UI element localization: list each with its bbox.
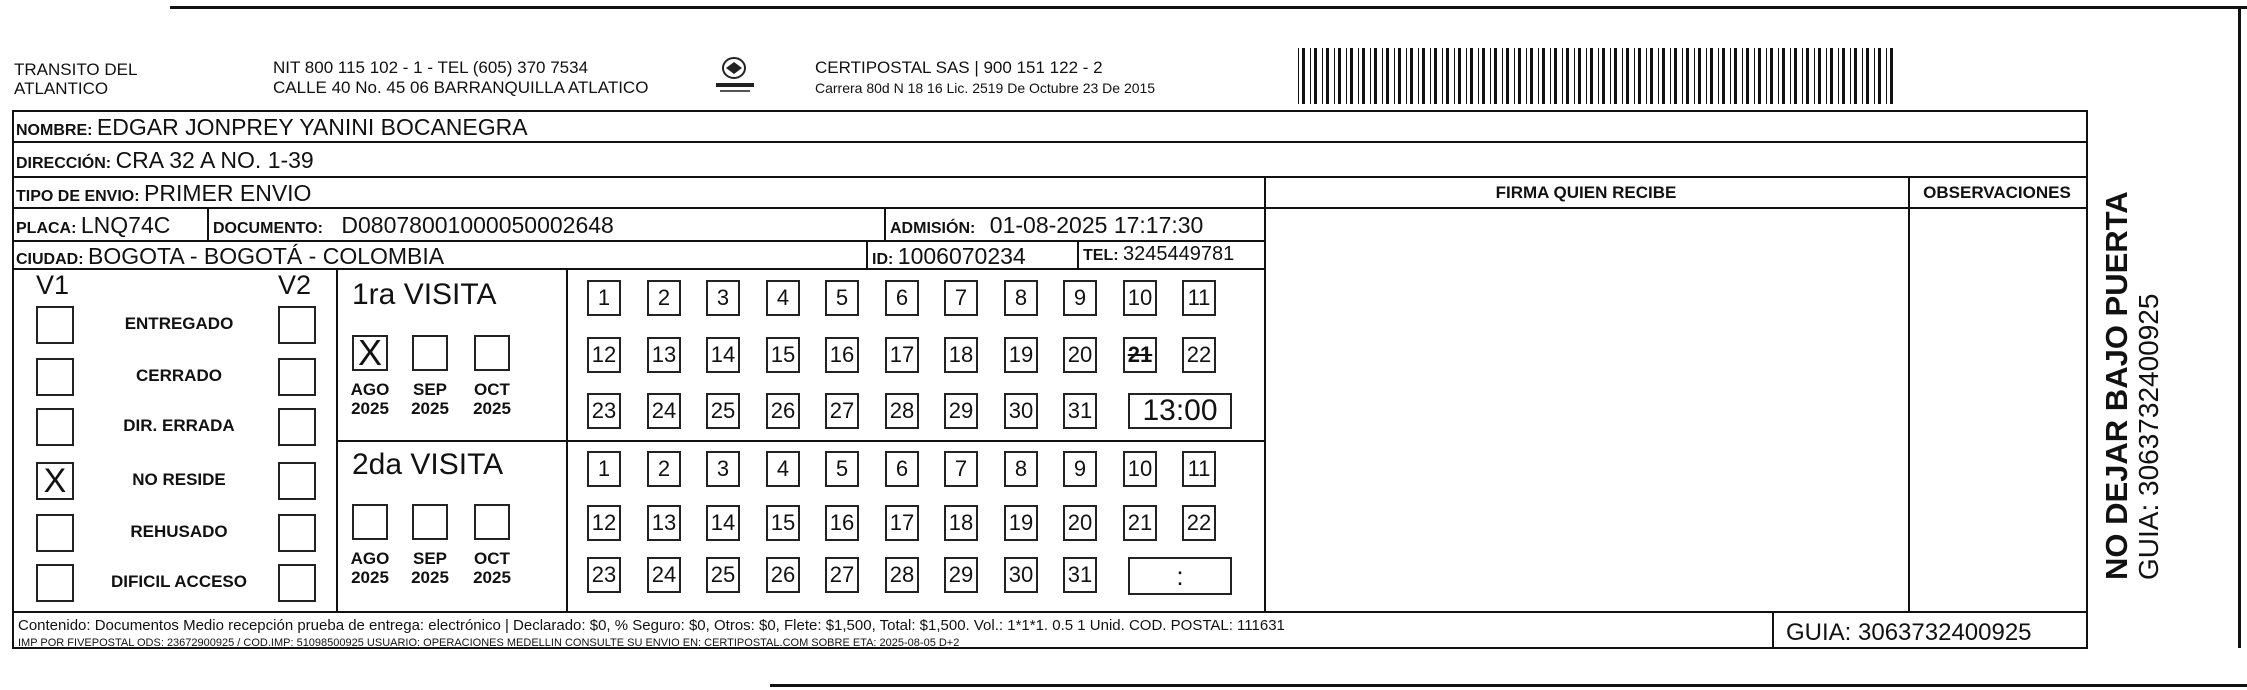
- barcode-bar: [1794, 48, 1797, 104]
- barcode-bar: [1382, 48, 1383, 104]
- visit1-day[interactable]: 31: [1063, 393, 1097, 429]
- visit1-day[interactable]: 23: [587, 393, 621, 429]
- visit1-month-checkbox[interactable]: X: [352, 335, 388, 371]
- visit1-day[interactable]: 4: [766, 280, 800, 316]
- barcode-bar: [1850, 48, 1851, 104]
- barcode-bar: [1694, 48, 1695, 104]
- visit2-month-label: [403, 549, 457, 587]
- barcode-bar: [1418, 48, 1419, 104]
- visit2-month-year: 2025: [351, 568, 389, 587]
- barcode-bar: [1746, 48, 1749, 104]
- barcode-bar: [1658, 48, 1659, 104]
- barcode-bar: [1562, 48, 1563, 104]
- col-line-id: [866, 240, 868, 268]
- visit2-month-checkbox[interactable]: [352, 504, 388, 540]
- ciudad-value: BOGOTA - BOGOTÁ - COLOMBIA: [88, 243, 445, 269]
- visit2-day[interactable]: 21: [1123, 505, 1157, 541]
- visit2-day[interactable]: 3: [706, 451, 740, 487]
- nombre-row: [16, 114, 528, 141]
- side-guia: GUIA: 3063732400925: [2133, 293, 2164, 580]
- barcode-bar: [1778, 48, 1779, 104]
- visit2-day[interactable]: 23: [587, 557, 621, 593]
- visit2-day[interactable]: 5: [825, 451, 859, 487]
- certipostal-logo: [712, 54, 780, 100]
- visit1-month-label: [465, 380, 519, 418]
- visit1-day[interactable]: 18: [944, 337, 978, 373]
- visit1-time-box[interactable]: [1128, 393, 1232, 429]
- visit2-day[interactable]: 22: [1182, 505, 1216, 541]
- visit2-month-name: OCT: [474, 549, 510, 568]
- v2-checkbox[interactable]: [278, 462, 316, 500]
- barcode-bar: [1586, 48, 1587, 104]
- barcode-bar: [1434, 48, 1437, 104]
- barcode-bar: [1866, 48, 1869, 104]
- barcode-bar: [1542, 48, 1545, 104]
- visit1-month-name: OCT: [474, 380, 510, 399]
- top-border: [170, 6, 2247, 9]
- barcode-bar: [1490, 48, 1491, 104]
- visit1-day[interactable]: 7: [944, 280, 978, 316]
- id-value: 1006070234: [897, 243, 1026, 269]
- barcode-bar: [1314, 48, 1317, 104]
- barcode-bar: [1706, 48, 1707, 104]
- side-warning-text: [2100, 191, 2164, 580]
- footer-guia-divider: [1772, 611, 1774, 647]
- tipo-envio-label: TIPO DE ENVIO:: [16, 188, 140, 205]
- visit2-day[interactable]: 12: [587, 505, 621, 541]
- visit1-time-value: 13:00: [1142, 394, 1218, 427]
- visit2-day[interactable]: 24: [647, 557, 681, 593]
- visit2-month-label: [465, 549, 519, 587]
- tipo-envio-row: [16, 180, 311, 207]
- barcode-bar: [1482, 48, 1485, 104]
- barcode-bar: [1622, 48, 1623, 104]
- id-label: ID:: [872, 251, 894, 268]
- barcode-bar: [1458, 48, 1461, 104]
- barcode-bar: [1890, 48, 1893, 104]
- barcode-bar: [1334, 48, 1335, 104]
- visit2-day[interactable]: 27: [825, 557, 859, 593]
- barcode-bar: [1842, 48, 1845, 104]
- barcode-bar: [1454, 48, 1455, 104]
- v1-checkbox[interactable]: [36, 358, 74, 396]
- barcode-bar: [1638, 48, 1641, 104]
- nit-line: NIT 800 115 102 - 1 - TEL (605) 370 7534: [273, 58, 589, 77]
- barcode-bar: [1862, 48, 1863, 104]
- visit1-day[interactable]: 2: [647, 280, 681, 316]
- visit2-day[interactable]: 20: [1063, 505, 1097, 541]
- barcode-bar: [1346, 48, 1347, 104]
- visit1-day[interactable]: 22: [1182, 337, 1216, 373]
- nombre-label: NOMBRE:: [16, 122, 93, 139]
- company-address: Carrera 80d N 18 16 Lic. 2519 De Octubre 23 De 2015: [815, 80, 1156, 96]
- barcode-bar: [1758, 48, 1761, 104]
- barcode-bar: [1710, 48, 1713, 104]
- barcode-bar: [1614, 48, 1617, 104]
- barcode-bar: [1610, 48, 1611, 104]
- visit2-title: 2da VISITA: [352, 448, 504, 481]
- direccion-value: CRA 32 A NO. 1-39: [115, 147, 314, 173]
- v2-checkbox[interactable]: [278, 306, 316, 344]
- visit2-month-name: AGO: [350, 549, 390, 568]
- visit1-day[interactable]: 8: [1004, 280, 1038, 316]
- address-line: CALLE 40 No. 45 06 BARRANQUILLA ATLATICO: [273, 78, 649, 97]
- contenido-line: Contenido: Documentos Medio recepción prueba de entrega: electrónico | Declarado: $0, % Seguro: $0, Otros: $0, Flete: $1,500, Total: $1,500. Vol.: 1*1*1. 0.5 1 Unid. COD. POSTAL: 111631: [18, 617, 1285, 634]
- documento-label: DOCUMENTO:: [213, 220, 323, 237]
- col-line-firma: [1264, 176, 1266, 611]
- org-name-line1: TRANSITO DEL: [14, 60, 138, 79]
- tipo-envio-value: PRIMER ENVIO: [144, 180, 312, 206]
- status-label: DIFICIL ACCESO: [110, 572, 247, 591]
- barcode-bar: [1718, 48, 1719, 104]
- barcode-bar: [1326, 48, 1329, 104]
- barcode-bar: [1770, 48, 1773, 104]
- visit2-day[interactable]: 11: [1182, 451, 1216, 487]
- barcode-bar: [1766, 48, 1767, 104]
- barcode-bar: [1626, 48, 1629, 104]
- barcode-bar: [1686, 48, 1689, 104]
- visit1-day[interactable]: 13: [647, 337, 681, 373]
- ciudad-label: CIUDAD:: [16, 251, 84, 268]
- row-line-1: [12, 141, 2088, 143]
- v2-checkbox[interactable]: [278, 358, 316, 396]
- visit1-day[interactable]: 16: [825, 337, 859, 373]
- visit2-month-name: SEP: [412, 549, 448, 568]
- visit1-day[interactable]: 25: [706, 393, 740, 429]
- header-line-cols: [1264, 207, 2087, 209]
- barcode-bar: [1670, 48, 1671, 104]
- barcode-bar: [1598, 48, 1599, 104]
- barcode-bar: [1302, 48, 1305, 104]
- visit1-month-checkbox[interactable]: [474, 335, 510, 371]
- v1-checkbox[interactable]: [36, 408, 74, 446]
- right-border: [2238, 6, 2241, 648]
- visit1-day[interactable]: 29: [944, 393, 978, 429]
- status-label: ENTREGADO: [124, 314, 234, 333]
- visit2-day[interactable]: 14: [706, 505, 740, 541]
- barcode-bar: [1362, 48, 1365, 104]
- barcode-bar: [1878, 48, 1881, 104]
- visit1-day[interactable]: 17: [885, 337, 919, 373]
- barcode-bar: [1554, 48, 1557, 104]
- status-label: DIR. ERRADA: [123, 416, 235, 435]
- visit2-day[interactable]: 7: [944, 451, 978, 487]
- barcode-bar: [1350, 48, 1353, 104]
- visit2-time-box[interactable]: [1128, 557, 1232, 595]
- barcode-bar: [1578, 48, 1581, 104]
- status-label: NO RESIDE: [132, 470, 226, 489]
- visit2-day[interactable]: 2: [647, 451, 681, 487]
- barcode-bar: [1430, 48, 1431, 104]
- visit2-month-checkbox[interactable]: [412, 504, 448, 540]
- barcode-bar: [1806, 48, 1809, 104]
- barcode-bar: [1886, 48, 1887, 104]
- visit1-day[interactable]: 11: [1182, 280, 1216, 316]
- admision-field: [890, 212, 1203, 239]
- barcode-bar: [1338, 48, 1341, 104]
- admision-value: 01-08-2025 17:17:30: [989, 212, 1204, 238]
- barcode-bar: [1722, 48, 1725, 104]
- org-name-line2: ATLANTICO: [14, 79, 109, 98]
- visit2-day[interactable]: 19: [1004, 505, 1038, 541]
- barcode-bar: [1538, 48, 1539, 104]
- form-right-line: [2086, 110, 2088, 648]
- visit2-day[interactable]: 18: [944, 505, 978, 541]
- visit1-title: 1ra VISITA: [352, 278, 497, 311]
- barcode-bar: [1466, 48, 1467, 104]
- visit2-month-year: 2025: [473, 568, 511, 587]
- col-line-placa: [207, 207, 209, 240]
- form-left-line: [12, 110, 14, 648]
- visit2-day[interactable]: 4: [766, 451, 800, 487]
- barcode-bar: [1634, 48, 1635, 104]
- admision-label: ADMISIÓN:: [890, 220, 976, 237]
- visit1-month-name: AGO: [350, 380, 390, 399]
- visit1-month-name: SEP: [412, 380, 448, 399]
- barcode-bar: [1574, 48, 1575, 104]
- v1-checkbox[interactable]: [36, 564, 74, 602]
- visit2-month-label: [343, 549, 397, 587]
- barcode-bar: [1370, 48, 1371, 104]
- barcode-bar: [1742, 48, 1743, 104]
- barcode: [1298, 48, 1896, 104]
- visit1-month-label: [403, 380, 457, 418]
- footer-top-line: [12, 611, 2088, 613]
- visit1-day[interactable]: 26: [766, 393, 800, 429]
- visit1-month-year: 2025: [411, 399, 449, 418]
- tel-label: TEL:: [1083, 247, 1119, 264]
- barcode-bar: [1590, 48, 1593, 104]
- barcode-bar: [1422, 48, 1425, 104]
- col-line-obs: [1908, 176, 1910, 611]
- barcode-bar: [1550, 48, 1551, 104]
- visit2-month-checkbox[interactable]: [474, 504, 510, 540]
- visit2-day[interactable]: 10: [1123, 451, 1157, 487]
- visit2-day[interactable]: 8: [1004, 451, 1038, 487]
- barcode-bar: [1478, 48, 1479, 104]
- placa-value: LNQ74C: [80, 212, 171, 238]
- visit1-day[interactable]: 28: [885, 393, 919, 429]
- barcode-bar: [1854, 48, 1857, 104]
- footer-guia: GUIA: 3063732400925: [1786, 619, 2032, 646]
- visit1-day[interactable]: 27: [825, 393, 859, 429]
- visit1-day[interactable]: 20: [1063, 337, 1097, 373]
- barcode-bar: [1358, 48, 1359, 104]
- barcode-bar: [1506, 48, 1509, 104]
- barcode-bar: [1442, 48, 1443, 104]
- placa-label: PLACA:: [16, 220, 77, 237]
- barcode-bar: [1646, 48, 1647, 104]
- bottom-border-segment: [770, 684, 2247, 687]
- barcode-bar: [1518, 48, 1521, 104]
- visit2-day[interactable]: 15: [766, 505, 800, 541]
- visit2-day[interactable]: 6: [885, 451, 919, 487]
- col-line-admision: [884, 207, 886, 240]
- barcode-bar: [1322, 48, 1323, 104]
- status-label: CERRADO: [136, 366, 222, 385]
- visit2-day[interactable]: 30: [1004, 557, 1038, 593]
- visit1-day[interactable]: 9: [1063, 280, 1097, 316]
- visit1-day[interactable]: 19: [1004, 337, 1038, 373]
- firma-header: FIRMA QUIEN RECIBE: [1495, 183, 1677, 202]
- visit2-time-value: :: [1176, 560, 1184, 591]
- barcode-bar: [1662, 48, 1665, 104]
- visit1-day[interactable]: 15: [766, 337, 800, 373]
- no-dejar-bajo-puerta: NO DEJAR BAJO PUERTA: [2099, 191, 2134, 580]
- visit1-day[interactable]: 12: [587, 337, 621, 373]
- v1-checkbox[interactable]: X: [36, 462, 74, 500]
- visit1-day[interactable]: 1: [587, 280, 621, 316]
- barcode-bar: [1754, 48, 1755, 104]
- barcode-bar: [1398, 48, 1401, 104]
- v2-checkbox[interactable]: [278, 408, 316, 446]
- v1-header: V1: [36, 270, 70, 300]
- barcode-bar: [1502, 48, 1503, 104]
- barcode-bar: [1650, 48, 1653, 104]
- visit1-month-year: 2025: [351, 399, 389, 418]
- visit2-month-year: 2025: [411, 568, 449, 587]
- barcode-bar: [1526, 48, 1527, 104]
- documento-value: D08078001000050002648: [341, 212, 614, 238]
- direccion-row: [16, 147, 314, 174]
- tel-value: 3245449781: [1123, 243, 1235, 265]
- barcode-bar: [1682, 48, 1683, 104]
- barcode-bar: [1674, 48, 1677, 104]
- company-line: CERTIPOSTAL SAS | 900 151 122 - 2: [815, 58, 1103, 77]
- col-line-tel: [1077, 240, 1079, 268]
- visit2-day[interactable]: 13: [647, 505, 681, 541]
- barcode-bar: [1818, 48, 1821, 104]
- visit1-month-year: 2025: [473, 399, 511, 418]
- visit2-day[interactable]: 29: [944, 557, 978, 593]
- visit2-day[interactable]: 17: [885, 505, 919, 541]
- barcode-bar: [1470, 48, 1473, 104]
- barcode-bar: [1514, 48, 1515, 104]
- observaciones-header: OBSERVACIONES: [1923, 183, 2071, 202]
- barcode-bar: [1730, 48, 1731, 104]
- ciudad-field: [16, 243, 444, 270]
- barcode-bar: [1394, 48, 1395, 104]
- barcode-bar: [1494, 48, 1497, 104]
- visit2-day[interactable]: 31: [1063, 557, 1097, 593]
- barcode-bar: [1826, 48, 1827, 104]
- barcode-bar: [1310, 48, 1311, 104]
- barcode-bar: [1782, 48, 1785, 104]
- v2-header: V2: [278, 270, 312, 300]
- barcode-bar: [1410, 48, 1413, 104]
- barcode-bar: [1386, 48, 1389, 104]
- visit2-day[interactable]: 9: [1063, 451, 1097, 487]
- barcode-bar: [1602, 48, 1605, 104]
- direccion-label: DIRECCIÓN:: [16, 155, 112, 172]
- nombre-value: EDGAR JONPREY YANINI BOCANEGRA: [96, 114, 528, 140]
- visit2-day[interactable]: 1: [587, 451, 621, 487]
- barcode-bar: [1530, 48, 1533, 104]
- barcode-bar: [1814, 48, 1815, 104]
- barcode-bar: [1566, 48, 1569, 104]
- visit1-month-label: [343, 380, 397, 418]
- barcode-bar: [1698, 48, 1701, 104]
- imp-line: IMP POR FIVEPOSTAL ODS: 23672900925 / COD.IMP: 51098500925 USUARIO: OPERACIONES MEDELLIN CONSULTE SU ENVIO EN: CERTIPOSTAL.COM SOBRE ETA: 2025-08-05 D+2: [18, 637, 960, 649]
- documento-field: [213, 212, 614, 239]
- barcode-bar: [1874, 48, 1875, 104]
- barcode-bar: [1790, 48, 1791, 104]
- visit1-day[interactable]: 6: [885, 280, 919, 316]
- row-line-2: [12, 176, 2088, 178]
- tel-field: [1083, 243, 1234, 266]
- v2-checkbox[interactable]: [278, 514, 316, 552]
- v2-checkbox[interactable]: [278, 564, 316, 602]
- placa-field: [16, 212, 170, 239]
- visit1-month-checkbox[interactable]: [412, 335, 448, 371]
- barcode-bar: [1802, 48, 1803, 104]
- barcode-bar: [1830, 48, 1833, 104]
- visit2-day[interactable]: 28: [885, 557, 919, 593]
- visit1-day[interactable]: 30: [1004, 393, 1038, 429]
- visit1-day[interactable]: 21: [1123, 337, 1157, 373]
- visit2-day[interactable]: 26: [766, 557, 800, 593]
- visit1-day[interactable]: 24: [647, 393, 681, 429]
- barcode-bar: [1734, 48, 1737, 104]
- barcode-bar: [1374, 48, 1377, 104]
- form-top-line: [12, 110, 2088, 112]
- barcode-bar: [1838, 48, 1839, 104]
- barcode-bar: [1446, 48, 1449, 104]
- visit2-day[interactable]: 25: [706, 557, 740, 593]
- v1-checkbox[interactable]: [36, 306, 74, 344]
- visit1-day[interactable]: 3: [706, 280, 740, 316]
- visit1-day[interactable]: 10: [1123, 280, 1157, 316]
- visit2-day[interactable]: 16: [825, 505, 859, 541]
- barcode-bar: [1406, 48, 1407, 104]
- visit1-day[interactable]: 14: [706, 337, 740, 373]
- visit-separator: [336, 440, 1266, 442]
- status-label: REHUSADO: [130, 522, 228, 541]
- id-field: [872, 243, 1026, 270]
- visit1-day[interactable]: 5: [825, 280, 859, 316]
- barcode-bar: [1298, 48, 1299, 104]
- v1-checkbox[interactable]: [36, 514, 74, 552]
